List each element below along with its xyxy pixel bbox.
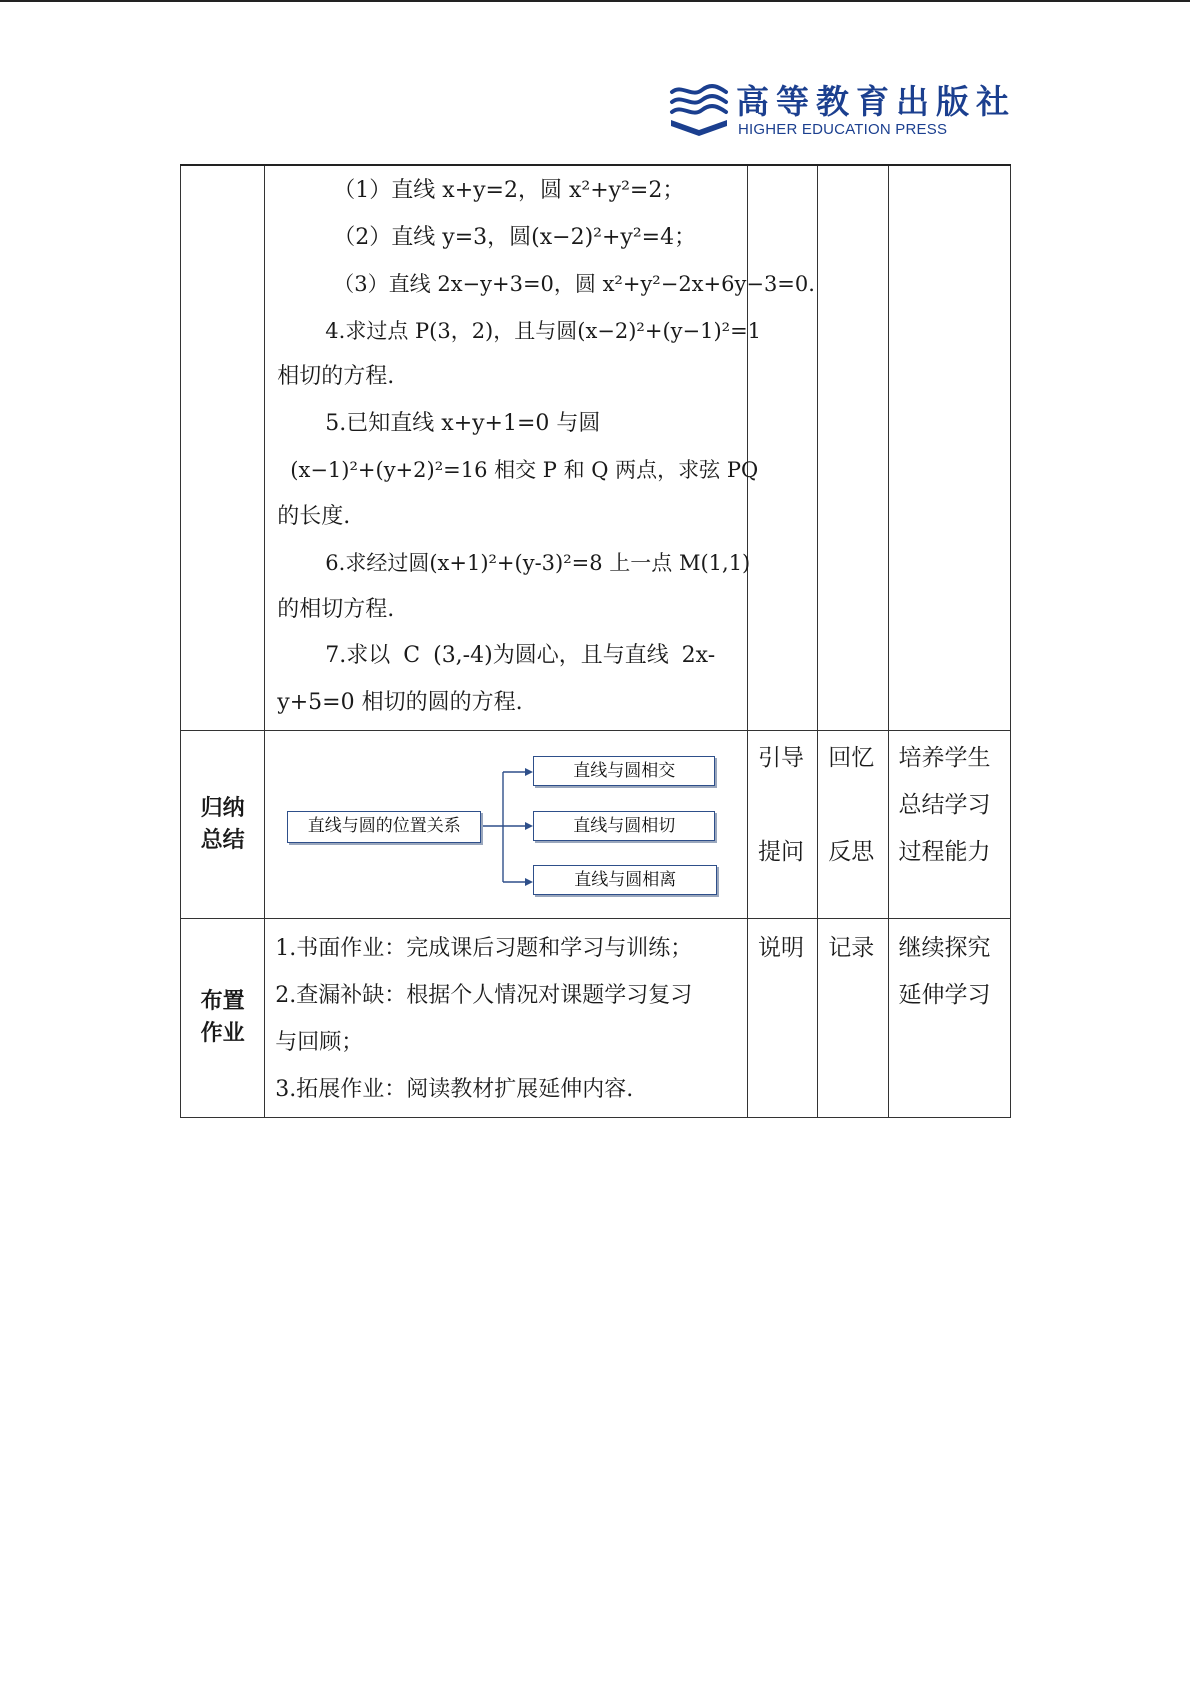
summary-row bbox=[181, 731, 1011, 919]
position-relation-diagram bbox=[265, 731, 746, 917]
exercise-line: 4.求过点 P(3，2)，且与圆(x−2)²+(y−1)²=1 bbox=[325, 318, 762, 343]
exercise-line: 相切的方程. bbox=[277, 364, 395, 389]
summary-student-text: 反思 bbox=[828, 839, 875, 865]
summary-student-text: 回忆 bbox=[828, 745, 875, 771]
homework-student-text: 记录 bbox=[828, 935, 875, 961]
homework-label bbox=[197, 986, 249, 1050]
diagram-branch-box: 直线与圆相交 bbox=[533, 756, 715, 786]
summary-teacher-cell bbox=[748, 731, 818, 919]
homework-line: 1.书面作业：完成课后习题和学习与训练； bbox=[275, 936, 693, 961]
homework-intent-text: 继续探究 bbox=[898, 935, 991, 961]
summary-label-cell bbox=[181, 731, 265, 919]
diagram-root-box: 直线与圆的位置关系 bbox=[287, 811, 481, 843]
exercise-row bbox=[181, 165, 1011, 731]
summary-teacher-text: 引导 bbox=[758, 745, 805, 771]
homework-teacher-text: 说明 bbox=[758, 935, 805, 961]
homework-line: 与回顾； bbox=[275, 1030, 364, 1055]
homework-student-cell bbox=[818, 919, 888, 1118]
exercise-line: 的长度. bbox=[277, 503, 351, 529]
exercise-line: （2）直线 y=3，圆(x−2)²+y²=4； bbox=[333, 224, 697, 250]
exercise-line: 的相切方程. bbox=[277, 596, 395, 622]
homework-label-line: 布置 bbox=[200, 989, 245, 1014]
publisher-name-en: HIGHER EDUCATION PRESS bbox=[738, 121, 948, 138]
homework-row bbox=[181, 919, 1011, 1118]
exercise-line: 5.已知直线 x+y+1=0 与圆 bbox=[325, 410, 601, 436]
homework-content-cell bbox=[265, 919, 748, 1118]
homework-label-line: 作业 bbox=[200, 1021, 245, 1046]
homework-intent-cell bbox=[888, 919, 1010, 1118]
summary-intent-text: 总结学习 bbox=[898, 792, 991, 818]
homework-label-cell bbox=[181, 919, 265, 1118]
exercise-line: （3）直线 2x−y+3=0，圆 x²+y²−2x+6y−3=0. bbox=[333, 272, 815, 296]
exercise-line: 7.求以 C (3,-4)为圆心，且与直线 2x- bbox=[325, 643, 716, 668]
summary-intent-text: 培养学生 bbox=[898, 745, 991, 771]
exercise-line: 6.求经过圆(x+1)²+(y-3)²=8 上一点 M(1,1) bbox=[325, 551, 751, 575]
exercise-line: （1）直线 x+y=2，圆 x²+y²=2； bbox=[333, 178, 685, 203]
homework-teacher-cell bbox=[748, 919, 818, 1118]
page-top-rule bbox=[0, 0, 1190, 2]
exercise-label-cell bbox=[181, 165, 265, 731]
exercise-intent-cell bbox=[888, 165, 1010, 731]
summary-student-cell bbox=[818, 731, 888, 919]
publisher-name-cn: 高等教育出版社 bbox=[736, 82, 1016, 121]
summary-diagram-cell bbox=[265, 731, 748, 919]
exercise-content-cell bbox=[265, 165, 815, 731]
summary-intent-text: 过程能力 bbox=[898, 839, 991, 865]
diagram-branch-box: 直线与圆相切 bbox=[533, 811, 715, 841]
homework-line: 3.拓展作业：阅读教材扩展延伸内容. bbox=[275, 1077, 634, 1102]
diagram-branch-box: 直线与圆相离 bbox=[533, 865, 717, 895]
homework-line: 2.查漏补缺：根据个人情况对课题学习复习 bbox=[275, 983, 693, 1008]
summary-label-line: 归纳 bbox=[200, 795, 245, 821]
exercise-student-cell bbox=[818, 165, 888, 731]
exercise-teacher-cell bbox=[748, 165, 818, 731]
hep-wave-book-icon bbox=[668, 82, 730, 138]
summary-label bbox=[197, 793, 249, 857]
summary-label-line: 总结 bbox=[200, 827, 245, 853]
lesson-plan-table bbox=[180, 164, 1011, 1118]
summary-intent-cell bbox=[888, 731, 1010, 919]
summary-teacher-text: 提问 bbox=[758, 839, 805, 865]
homework-intent-text: 延伸学习 bbox=[898, 982, 991, 1008]
publisher-logo bbox=[668, 82, 1016, 138]
exercise-line: y+5=0 相切的圆的方程. bbox=[277, 689, 523, 715]
exercise-line: (x−1)²+(y+2)²=16 相交 P 和 Q 两点，求弦 PQ bbox=[290, 458, 759, 482]
